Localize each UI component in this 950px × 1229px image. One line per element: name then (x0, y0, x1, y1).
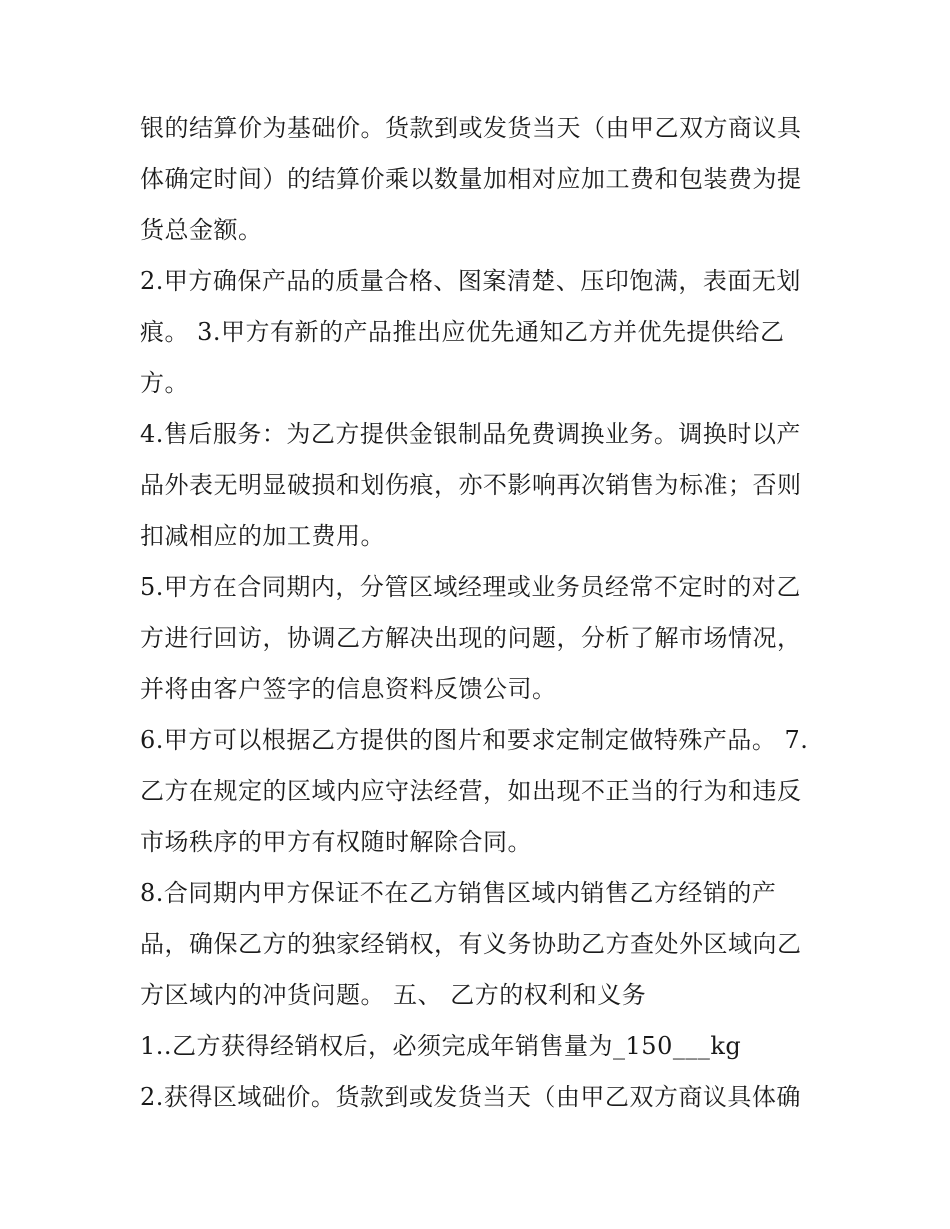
document-body (140, 103, 820, 1123)
text-line: 5.甲方在合同期内，分管区域经理或业务员经常不定时的对乙 (140, 573, 801, 601)
text-line: 银的结算价为基础价。货款到或发货当天（由甲乙双方商议具 (140, 114, 802, 142)
text-line: 扣减相应的加工费用。 (140, 522, 385, 550)
text-line: 乙方在规定的区域内应守法经营，如出现不正当的行为和违反 (140, 777, 802, 805)
text-line: 货总金额。 (140, 216, 263, 244)
text-line: 2.甲方确保产品的质量合格、图案清楚、压印饱满，表面无划 (140, 267, 801, 295)
text-line: 2.获得区域础价。货款到或发货当天（由甲乙双方商议具体确 (140, 1083, 801, 1111)
text-line: 8.合同期内甲方保证不在乙方销售区域内销售乙方经销的产 (140, 879, 777, 907)
text-line: 方进行回访，协调乙方解决出现的问题，分析了解市场情况， (140, 624, 802, 652)
text-line: 4.售后服务：为乙方提供金银制品免费调换业务。调换时以产 (140, 420, 801, 448)
text-line: 1..乙方获得经销权后，必须完成年销售量为_150___kg (140, 1032, 742, 1060)
text-line: 品，确保乙方的独家经销权，有义务协助乙方查处外区域向乙 (140, 930, 802, 958)
text-line: 品外表无明显破损和划伤痕，亦不影响再次销售为标准；否则 (140, 471, 802, 499)
text-line: 方。 (140, 369, 189, 397)
text-line: 6.甲方可以根据乙方提供的图片和要求定制定做特殊产品。 7. (140, 726, 809, 754)
text-line: 方区域内的冲货问题。 五、 乙方的权利和义务 (140, 981, 647, 1009)
text-line: 市场秩序的甲方有权随时解除合同。 (140, 828, 532, 856)
text-line: 体确定时间）的结算价乘以数量加相对应加工费和包装费为提 (140, 165, 802, 193)
text-line: 并将由客户签字的信息资料反馈公司。 (140, 675, 557, 703)
text-line: 痕。 3.甲方有新的产品推出应优先通知乙方并优先提供给乙 (140, 318, 785, 346)
